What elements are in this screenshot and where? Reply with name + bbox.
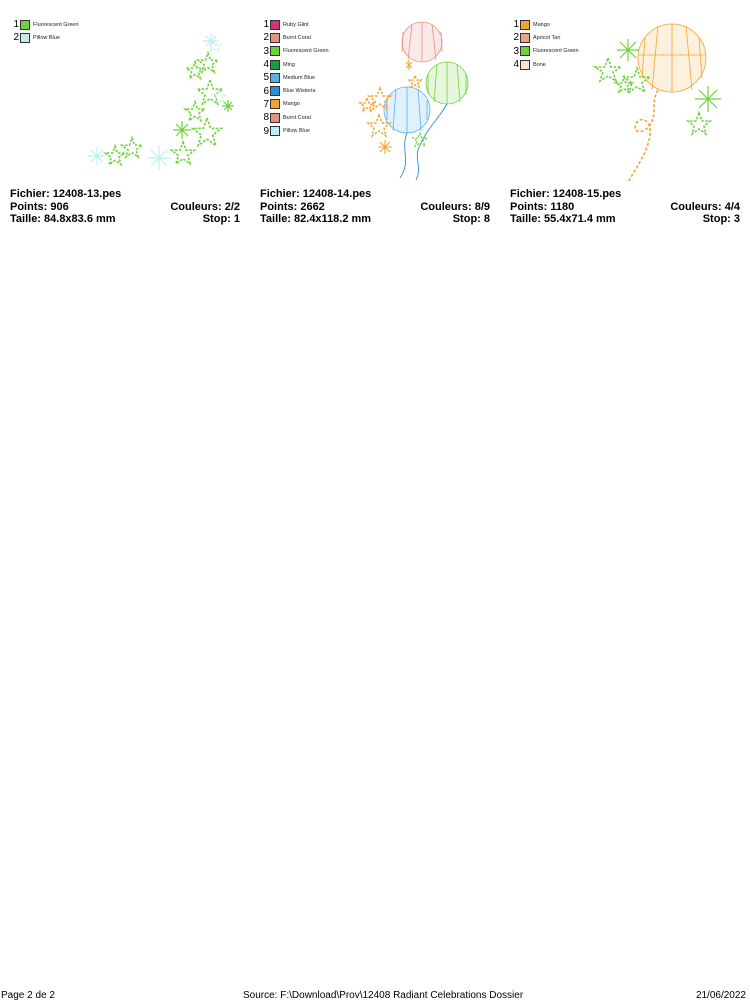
color-name: Ruby Glint (283, 21, 309, 28)
color-name: Medium Blue (283, 74, 316, 81)
color-swatch (270, 33, 280, 43)
color-swatch (520, 46, 530, 56)
color-swatch (20, 20, 30, 30)
color-swatch (270, 86, 280, 96)
color-row (262, 84, 329, 97)
color-name: Burnt Coral (283, 114, 311, 121)
color-row (12, 31, 79, 44)
color-swatch (270, 60, 280, 70)
stitch-points: Points: 2662 (260, 200, 325, 213)
color-row (512, 58, 579, 71)
design-card-2 (250, 0, 500, 235)
color-row (262, 45, 329, 58)
color-number: 6 (263, 85, 269, 97)
color-row (262, 98, 329, 111)
color-row (512, 18, 579, 31)
color-name: Burnt Coral (283, 34, 311, 41)
color-number: 1 (513, 19, 519, 31)
color-number: 3 (263, 45, 269, 57)
color-row (262, 31, 329, 44)
color-number: 4 (513, 59, 519, 71)
color-name: Fluorescent Green (533, 48, 579, 55)
color-row (512, 31, 579, 44)
design-card-3 (500, 0, 750, 235)
color-row (12, 18, 79, 31)
color-swatch (270, 73, 280, 83)
color-row (262, 111, 329, 124)
color-count: Couleurs: 2/2 (170, 200, 240, 213)
design-size: Taille: 84.8x83.6 mm (10, 213, 116, 225)
color-number: 9 (263, 125, 269, 137)
design-info (510, 188, 740, 226)
color-number: 8 (263, 112, 269, 124)
design-card-1 (0, 0, 250, 235)
color-name: Fluorescent Green (33, 21, 79, 28)
color-name: Mango (533, 21, 550, 28)
color-number: 5 (263, 72, 269, 84)
color-number: 3 (513, 45, 519, 57)
color-name: Pillow Blue (283, 128, 310, 135)
color-swatch (520, 20, 530, 30)
color-row (262, 124, 329, 137)
page-number: Page 2 de 2 (1, 990, 55, 1001)
design-size: Taille: 55.4x71.4 mm (510, 213, 616, 225)
stop-count: Stop: 1 (202, 213, 240, 225)
file-name: Fichier: 12408-15.pes (510, 188, 622, 200)
color-number: 2 (263, 32, 269, 44)
color-number: 7 (263, 98, 269, 110)
design-size: Taille: 82.4x118.2 mm (260, 213, 372, 225)
color-number: 1 (13, 19, 19, 31)
color-swatch (270, 126, 280, 136)
color-row (512, 45, 579, 58)
stitch-points: Points: 1180 (510, 200, 575, 213)
color-legend (262, 18, 329, 138)
color-name: Mango (283, 101, 300, 108)
color-number: 2 (513, 32, 519, 44)
design-info (10, 188, 240, 226)
design-info (260, 188, 490, 226)
color-name: Blue Wisteria (283, 88, 316, 95)
color-row (262, 58, 329, 71)
color-swatch (520, 60, 530, 70)
source-path: Source: F:\Download\Prov\12408 Radiant Celebrations Dossier (243, 990, 524, 1001)
color-name: Fluorescent Green (283, 48, 329, 55)
color-name: Ming (283, 61, 295, 68)
color-swatch (270, 20, 280, 30)
print-date: 21/06/2022 (695, 990, 746, 1001)
color-number: 2 (13, 32, 19, 44)
color-count: Couleurs: 4/4 (670, 200, 740, 213)
color-swatch (270, 113, 280, 123)
color-row (262, 18, 329, 31)
color-name: Bone (533, 61, 546, 68)
color-name: Pillow Blue (33, 34, 60, 41)
color-swatch (270, 99, 280, 109)
stop-count: Stop: 8 (452, 213, 490, 225)
file-name: Fichier: 12408-14.pes (260, 188, 372, 200)
color-row (262, 71, 329, 84)
color-number: 4 (263, 59, 269, 71)
color-legend (12, 18, 79, 45)
stop-count: Stop: 3 (702, 213, 740, 225)
color-swatch (520, 33, 530, 43)
color-name: Apricot Tan (533, 34, 561, 41)
file-name: Fichier: 12408-13.pes (10, 188, 122, 200)
color-swatch (20, 33, 30, 43)
color-swatch (270, 46, 280, 56)
stitch-points: Points: 906 (10, 200, 69, 213)
color-count: Couleurs: 8/9 (420, 200, 490, 213)
color-number: 1 (263, 19, 269, 31)
color-legend (512, 18, 579, 71)
